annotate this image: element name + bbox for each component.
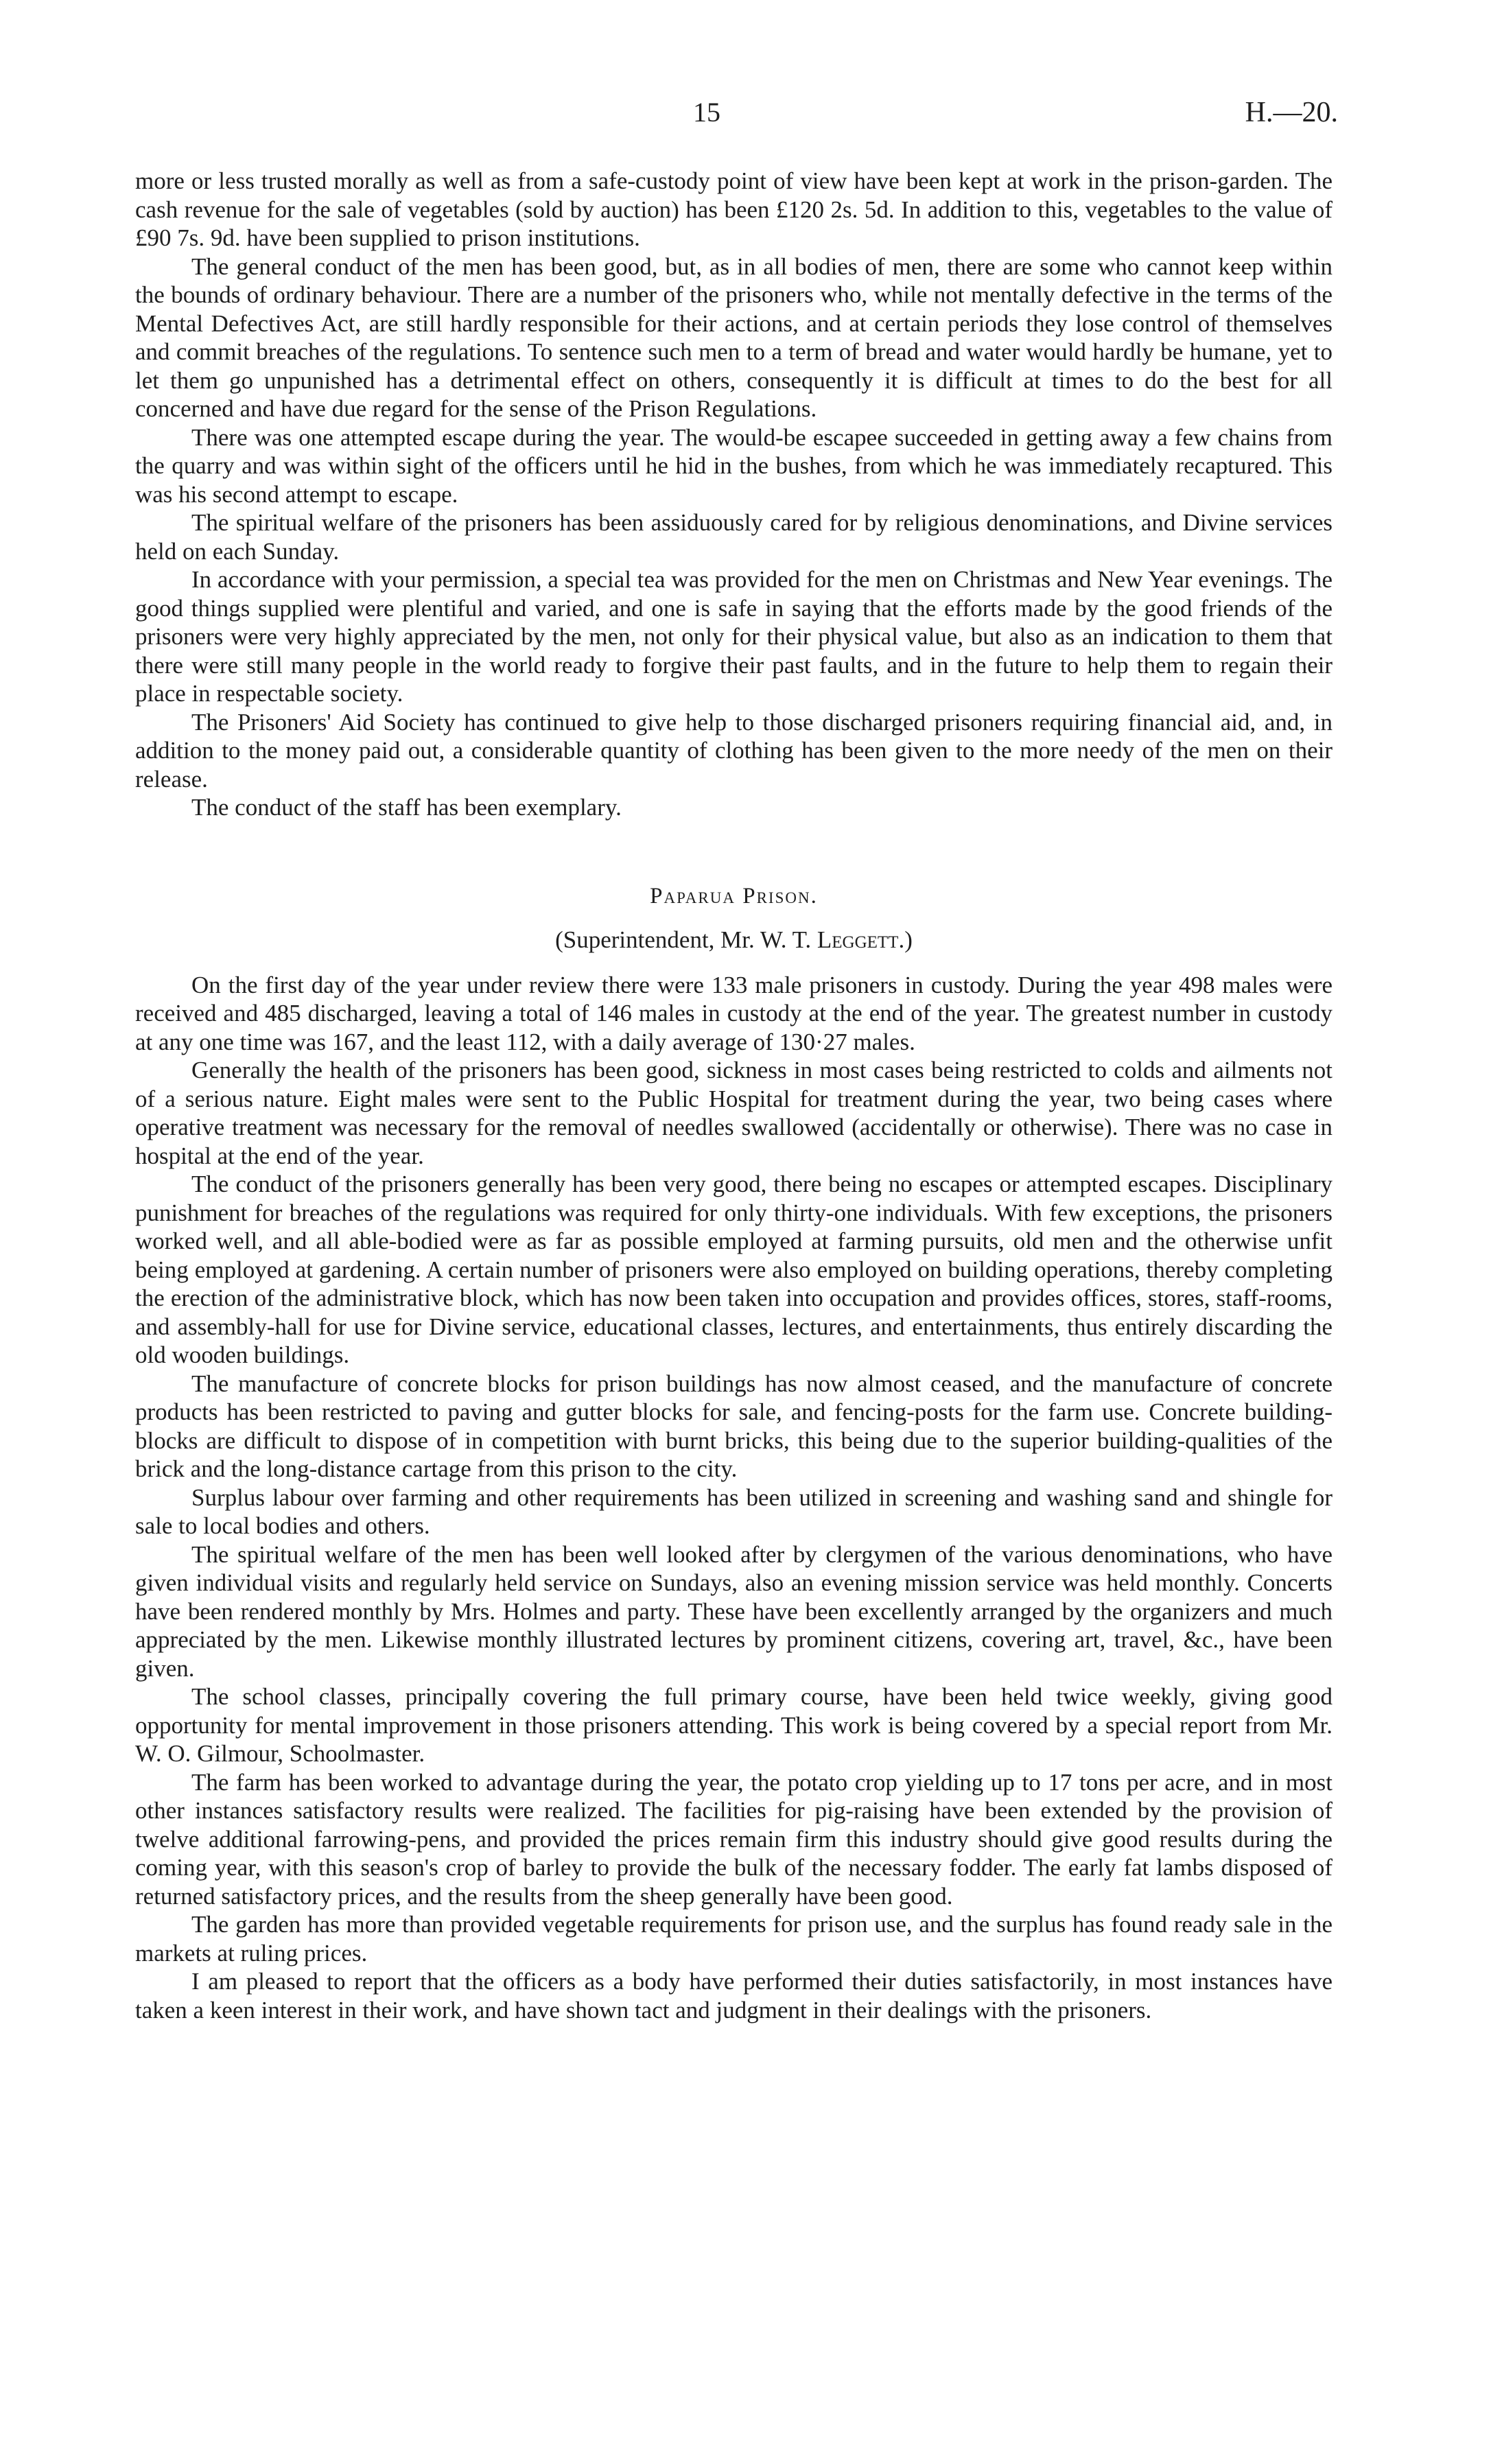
paragraph: The school classes, principally covering the full primary course, have been held twice weekly, giving good opportunity for mental improvement in those prisoners attending. This work is being covered by a special report from Mr. W. O. Gilmour, Schoolmaster. [135,1683,1332,1767]
paragraph: The general conduct of the men has been good, but, as in all bodies of men, there are some who cannot keep within the bounds of ordinary behaviour. There are a number of the prisoners who, while not mentally defective in the terms of the Mental Defectives Act, are still hardly responsible for their actions, and at certain periods they lose control of themselves and commit breaches of the regulations. To sentence such men to a term of bread and water would hardly be humane, yet to let them go unpunished has a detrimental effect on others, consequently it is difficult at times to do the best for all concerned and have due regard for the sense of the Prison Regulations. [135,253,1332,422]
document-reference: H.—20. [1245,97,1338,128]
paragraph-continued: more or less trusted morally as well as from a safe-custody point of view have been kept at work in the prison-garden. The cash revenue for the sale of vegetables (sold by auction) has been £120 2s. 5d. In addition to this, vegetables to the value of £90 7s. 9d. have been supplied to prison institutions. [135,167,1332,251]
paragraph: The conduct of the prisoners generally has been very good, there being no escapes or attempted escapes. Disciplinary punishment for breaches of the regulations was required for only thirty-one individuals. With few exceptions, the prisoners worked well, and all able-bodied were as far as possible employed at farming pursuits, old men and the otherwise unfit being employed at gardening. A certain number of prisoners were also employed on building operations, thereby completing the erection of the administrative block, which has now been taken into occupation and provides offices, stores, staff-rooms, and assembly-hall for use for Divine service, educational classes, lectures, and entertainments, thus entirely discarding the old wooden buildings. [135,1171,1332,1368]
section-title: Paparua Prison. [650,883,818,908]
paragraph: The Prisoners' Aid Society has continued to give help to those discharged prisoners requiring financial aid, and, in addition to the money paid out, a considerable quantity of clothing has been given to the more needy of the men on their release. [135,708,1332,793]
paragraph: The garden has more than provided vegetable requirements for prison use, and the surplus has found ready sale in the markets at ruling prices. [135,1911,1332,1967]
paragraph: The spiritual welfare of the men has been well looked after by clergymen of the various denominations, who have given individual visits and regularly held service on Sundays, also an evening mission service was held monthly. Concerts have been rendered monthly by Mrs. Holmes and party. These have been excellently arranged by the organizers and much appreciated by the men. Likewise monthly illustrated lectures by prominent citizens, covering art, travel, &c., have been given. [135,1540,1332,1682]
paragraph: I am pleased to report that the officers as a body have performed their duties satisfactorily, in most instances have taken a keen interest in their work, and have shown tact and judgment in their dealings with the prisoners. [135,1968,1332,2023]
superintendent-name: Leggett [817,926,899,953]
section-subtitle [135,926,1332,954]
paragraph: The manufacture of concrete blocks for prison buildings has now almost ceased, and the manufacture of concrete products has been restricted to paving and gutter blocks for sale, and fencing-posts for the farm use. Concrete building-blocks are difficult to dispose of in competition with burnt bricks, this being due to the superior building-qualities of the brick and the long-distance cartage from this prison to the city. [135,1370,1332,1482]
paragraph: Generally the health of the prisoners has been good, sickness in most cases being restricted to colds and ailments not of a serious nature. Eight males were sent to the Public Hospital for treatment during the year, two being cases where operative treatment was necessary for the removal of needles swallowed (accidentally or otherwise). There was no case in hospital at the end of the year. [135,1057,1332,1169]
paragraph: The conduct of the staff has been exemplary. [191,794,622,821]
paragraph: On the first day of the year under review there were 133 male prisoners in custody. During the year 498 males were received and 485 discharged, leaving a total of 146 males in custody at the end of the year. The greatest number in custody at any one time was 167, and the least 112, with a daily average of 130·27 males. [135,971,1332,1055]
paragraph: The spiritual welfare of the prisoners has been assiduously cared for by religious denominations, and Divine services held on each Sunday. [135,509,1332,565]
paragraph: In accordance with your permission, a special tea was provided for the men on Christmas and New Year evenings. The good things supplied were plentiful and varied, and one is safe in saying that the efforts made by the good friends of the prisoners were very highly appreciated by the men, not only for their physical value, but also as an indication to them that there were still many people in the world ready to forgive their past faults, and in the future to help them to regain their place in respectable society. [135,566,1332,707]
section-spacer [135,822,1332,882]
page-number: 15 [693,97,720,128]
paragraph: Surplus labour over farming and other requirements has been utilized in screening and washing sand and shingle for sale to local bodies and others. [135,1483,1332,1539]
paragraph: There was one attempted escape during the year. The would-be escapee succeeded in getting away a few chains from the quarry and was within sight of the officers until he hid in the bushes, from which he was immediately recaptured. This was his second attempt to escape. [135,423,1332,508]
subtitle-prefix: (Superintendent, Mr. W. T. [555,926,817,953]
paragraph: The farm has been worked to advantage during the year, the potato crop yielding up to 17 tons per acre, and in most other instances satisfactory results were realized. The facilities for pig-raising have been extended by the provision of twelve additional farrowing-pens, and provided the prices remain firm this industry should give good results during the coming year, with this season's crop of barley to provide the bulk of the necessary fodder. The early fat lambs disposed of returned satisfactory prices, and the results from the sheep generally have been good. [135,1768,1332,1910]
body-text [135,167,1332,2024]
page-header [0,96,1491,137]
subtitle-suffix: .) [898,926,913,953]
